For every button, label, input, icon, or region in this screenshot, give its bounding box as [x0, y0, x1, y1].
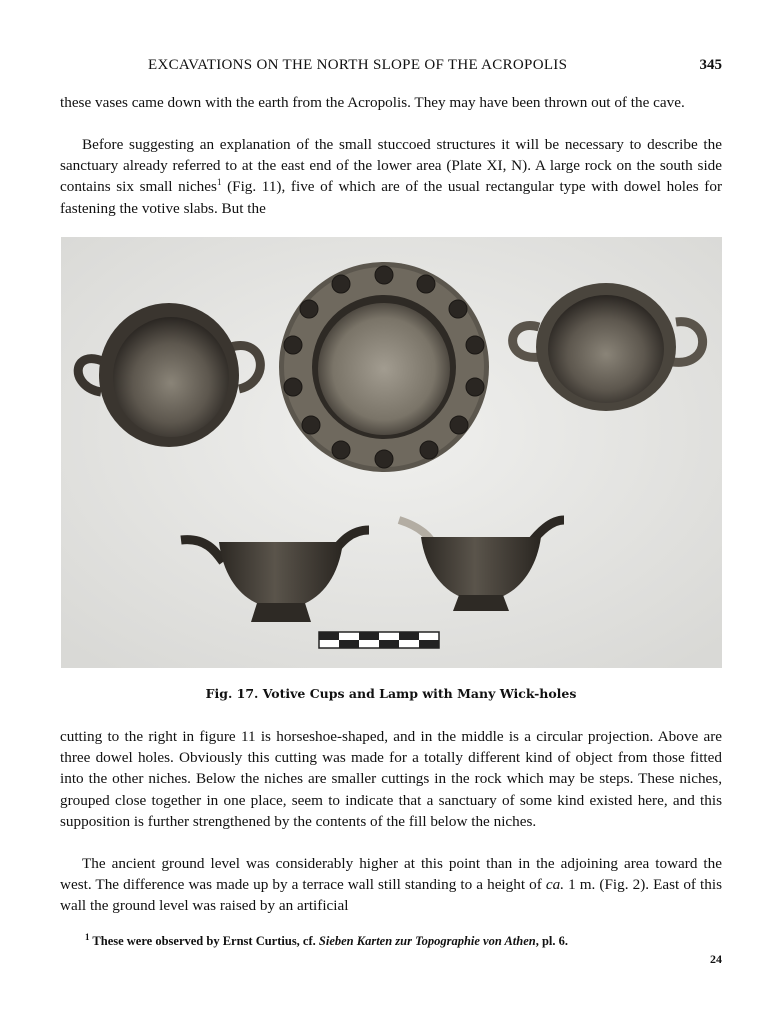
footnote [85, 931, 705, 949]
page-number: 345 [699, 57, 722, 73]
paragraph-text: 1 m. (Fig. 2). East of this wall the ground level was raised by an artificial [60, 876, 722, 915]
paragraph-horseshoe-cutting: cutting to the right in figure 11 is horseshoe-shaped, and in the middle is a circular projection. Above are three dowel holes. Obviously this cutting was made for a totally different kind of object from those fitted into the other niches. Below the niches are smaller cuttings in the rock which may be steps. These niches, grouped close together in one place, seem to indicate that a sanctuary of some kind existed here, and this supposition is further strengthened by the contents of the fill below the niches. [60, 728, 722, 830]
footnote-text: , pl. 6. [535, 934, 569, 948]
running-header [60, 57, 722, 77]
paragraph-text: (Fig. 11), five of which are of the usual rectangular type with dowel holes for fastening the votive slabs. But the [60, 178, 722, 217]
paragraph-ground-level [60, 853, 722, 917]
lamp-with-wick-holes [279, 262, 489, 472]
footnote-reference[interactable]: 1 [216, 177, 222, 188]
paragraph-sanctuary [60, 134, 722, 219]
paragraph-continued: these vases came down with the earth from the Acropolis. They may have been thrown out of the cave. [60, 94, 685, 111]
italic-abbreviation: ca. [545, 876, 564, 894]
paragraph-text: Before suggesting an explanation of the small stuccoed structures it will be necessary to describe the sanctuary already referred to at the east end of the lower area (Plate XI, N). A large rock on the south side contains six small niches [60, 136, 722, 196]
footnote-italic-title: Sieben Karten zur Topographie von Athen [318, 934, 536, 948]
footnote-marker: 1 [85, 931, 90, 942]
votive-cups-photo [61, 237, 722, 668]
scale-bar [319, 632, 439, 648]
figure-caption: Fig. 17. Votive Cups and Lamp with Many Wick-holes [205, 686, 577, 701]
paragraph-text: The ancient ground level was considerably higher at this point than in the adjoining area toward the west. The difference was made up by a terrace wall still standing to a height of [60, 855, 722, 894]
running-title: EXCAVATIONS ON THE NORTH SLOPE OF THE ACROPOLIS [148, 57, 568, 73]
footnote-text: These were observed by Ernst Curtius, cf. [89, 934, 319, 948]
figure-photograph [61, 237, 722, 668]
signature-mark: 24 [710, 952, 722, 966]
